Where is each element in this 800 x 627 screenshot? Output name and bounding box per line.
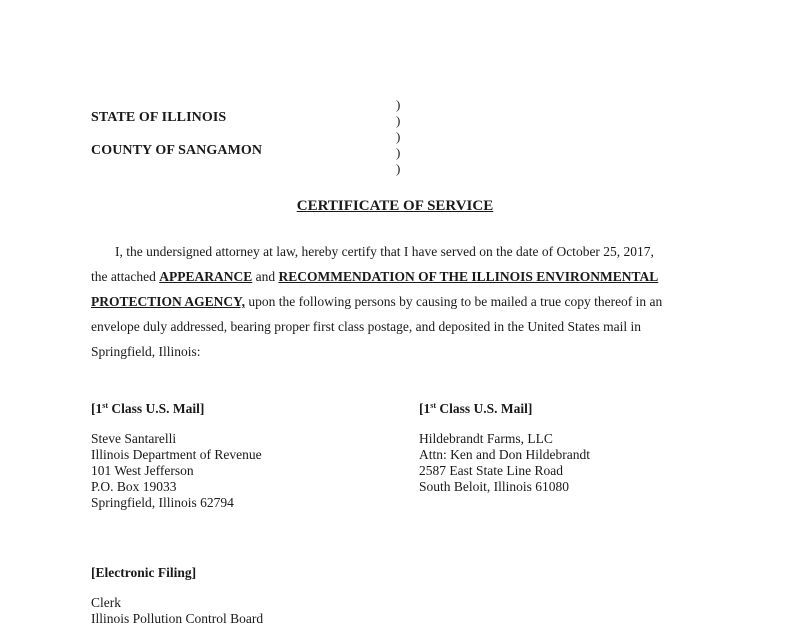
paragraph-line	[91, 289, 711, 314]
caption-county: COUNTY OF SANGAMON	[91, 143, 263, 158]
caption-paren: )	[396, 161, 401, 176]
address-line: Steve Santarelli	[91, 431, 177, 446]
document-reference-agency: PROTECTION AGENCY,	[91, 294, 246, 309]
address-line: Springfield, Illinois 62794	[91, 495, 234, 510]
caption-paren: )	[396, 129, 401, 144]
certification-paragraph	[91, 239, 711, 364]
paragraph-line	[91, 339, 711, 364]
recipient-block-electronic	[91, 565, 263, 627]
address-line: Illinois Pollution Control Board	[91, 611, 264, 626]
paragraph-text: Springfield, Illinois:	[91, 344, 201, 359]
address-line: South Beloit, Illinois 61080	[419, 479, 570, 494]
address-line: 101 West Jefferson	[91, 463, 194, 478]
paragraph-text: I, the undersigned attorney at law, hereby certify that I have served on the date of October 25, 2017,	[115, 244, 654, 259]
address-line: Attn: Ken and Don Hildebrandt	[419, 447, 590, 462]
paragraph-text: envelope duly addressed, bearing proper first class postage, and deposited in the United States mail in	[91, 319, 641, 334]
address-line: Illinois Department of Revenue	[91, 447, 262, 462]
recipient-block-left	[91, 398, 262, 511]
address-line: Clerk	[91, 595, 121, 610]
address-line: 2587 East State Line Road	[419, 463, 563, 478]
document-reference-appearance: APPEARANCE	[159, 269, 253, 284]
recipient-block-right	[419, 398, 590, 495]
service-method-header: [1st Class U.S. Mail]	[91, 401, 205, 416]
caption-state: STATE OF ILLINOIS	[91, 110, 227, 125]
address-line: Hildebrandt Farms, LLC	[419, 431, 553, 446]
paragraph-line	[91, 239, 711, 264]
document-reference-recommendation: RECOMMENDATION OF THE ILLINOIS ENVIRONMENTAL	[278, 269, 659, 284]
paragraph-line	[91, 314, 711, 339]
caption-paren: )	[396, 145, 401, 160]
caption-paren: )	[396, 97, 401, 112]
paragraph-text: upon the following persons by causing to be mailed a true copy thereof in an	[245, 294, 663, 309]
paragraph-line	[91, 264, 711, 289]
paragraph-text: and	[252, 269, 279, 284]
service-method-header: [Electronic Filing]	[91, 565, 197, 580]
caption-paren: )	[396, 113, 401, 128]
paragraph-text: the attached	[91, 269, 160, 284]
document-title: CERTIFICATE OF SERVICE	[296, 198, 494, 214]
address-line: P.O. Box 19033	[91, 479, 177, 494]
service-method-header: [1st Class U.S. Mail]	[419, 401, 533, 416]
